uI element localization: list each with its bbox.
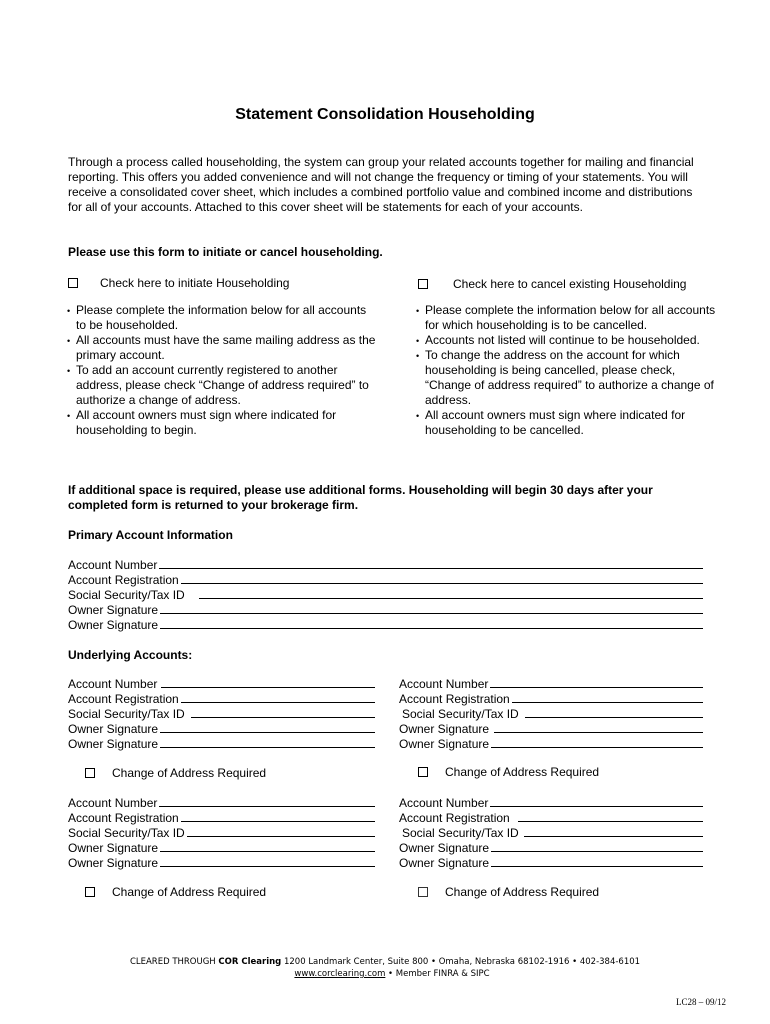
- field-label: Account Number: [68, 558, 158, 572]
- page-title: Statement Consolidation Householding: [235, 106, 535, 123]
- primary-heading: Primary Account Information: [68, 528, 233, 542]
- account-registration-field[interactable]: [68, 691, 375, 706]
- change-of-address-option[interactable]: [85, 766, 266, 780]
- owner-signature-field[interactable]: [68, 736, 375, 751]
- input-line[interactable]: [160, 747, 375, 748]
- input-line[interactable]: [490, 687, 703, 688]
- owner-signature-field[interactable]: [68, 721, 375, 736]
- owner-signature-field[interactable]: [68, 840, 375, 855]
- cleared-through-text: CLEARED THROUGH: [129, 957, 219, 967]
- clearing-firm-address: 1200 Landmark Center, Suite 800 • Omaha, Nebraska 68102-1916 • 402-384-6101: [281, 957, 641, 967]
- field-label: Owner Signature: [68, 603, 159, 617]
- field-label: Account Number: [68, 677, 158, 691]
- account-number-field[interactable]: [68, 795, 375, 810]
- cancel-bullet: • Please complete the information below for all accounts for which householding is to be cancelled.: [416, 303, 721, 333]
- clearing-firm-name: COR Clearing: [218, 957, 282, 967]
- ssn-field[interactable]: [68, 825, 375, 840]
- field-label: Social Security/Tax ID: [402, 707, 519, 721]
- form-number: LC28 – 09/12: [676, 997, 727, 1007]
- field-label: Owner Signature: [68, 841, 159, 855]
- change-of-address-checkbox[interactable]: [85, 887, 95, 897]
- field-label: Account Registration: [399, 692, 510, 706]
- cancel-bullet: • All account owners must sign where indicated for householding to be cancelled.: [416, 408, 721, 438]
- input-line[interactable]: [160, 851, 375, 852]
- owner-signature-field[interactable]: [68, 855, 375, 870]
- input-line[interactable]: [159, 568, 703, 569]
- input-line[interactable]: [181, 583, 703, 584]
- input-line[interactable]: [160, 613, 703, 614]
- account-number-field[interactable]: [68, 676, 375, 691]
- ssn-field[interactable]: [402, 706, 703, 721]
- primary-account-number-field[interactable]: [68, 557, 703, 572]
- change-of-address-label: Change of Address Required: [112, 885, 267, 899]
- initiate-bullet: • To add an account currently registered to another address, please check “Change of address required” to authorize a change of address.: [67, 363, 377, 408]
- field-label: Owner Signature: [68, 737, 159, 751]
- website-link[interactable]: www.corclearing.com: [294, 969, 386, 979]
- change-of-address-label: Change of Address Required: [445, 765, 600, 779]
- footer: [0, 956, 770, 980]
- input-line[interactable]: [199, 598, 703, 599]
- field-label: Social Security/Tax ID: [68, 707, 185, 721]
- input-line[interactable]: [159, 806, 375, 807]
- owner-signature-field[interactable]: [399, 855, 703, 870]
- initiate-option[interactable]: [68, 276, 289, 290]
- input-line[interactable]: [491, 747, 703, 748]
- initiate-checkbox[interactable]: [68, 278, 78, 288]
- primary-ssn-field[interactable]: [68, 587, 703, 602]
- change-of-address-checkbox[interactable]: [418, 767, 428, 777]
- field-label: Social Security/Tax ID: [68, 588, 185, 602]
- underlying-heading: Underlying Accounts:: [68, 648, 193, 662]
- footer-line-2: [0, 968, 770, 980]
- field-label: Owner Signature: [399, 722, 490, 736]
- input-line[interactable]: [160, 732, 375, 733]
- initiate-bullet: • All accounts must have the same mailing address as the primary account.: [67, 333, 377, 363]
- intro-paragraph: Through a process called householding, the system can group your related accounts together for mailing and financial reporting. This offers you added convenience and will not change the frequency or timing of your statements. You will receive a consolidated cover sheet, which includes a combined portfolio value and combined income and distributions for all of your accounts. Attached to this cover sheet will be statements for each of your accounts.: [68, 155, 694, 214]
- cancel-bullet: • To change the address on the account for which householding is being cancelled, please check, “Change of address required” to authorize a change of address.: [416, 348, 721, 408]
- cancel-bullet: • Accounts not listed will continue to be householded.: [416, 333, 721, 348]
- additional-space-note: If additional space is required, please use additional forms. Householding will begin 30 days after your completed form is returned to your brokerage firm.: [68, 483, 653, 512]
- account-registration-field[interactable]: [399, 691, 703, 706]
- field-label: Owner Signature: [399, 737, 490, 751]
- change-of-address-checkbox[interactable]: [85, 768, 95, 778]
- field-label: Account Number: [399, 796, 489, 810]
- input-line[interactable]: [491, 866, 703, 867]
- primary-account-registration-field[interactable]: [68, 572, 703, 587]
- owner-signature-field[interactable]: [399, 736, 703, 751]
- account-registration-field[interactable]: [399, 810, 703, 825]
- input-line[interactable]: [518, 821, 703, 822]
- footer-line-1: [0, 956, 770, 968]
- input-line[interactable]: [191, 717, 375, 718]
- field-label: Account Registration: [399, 811, 510, 825]
- field-label: Account Number: [68, 796, 158, 810]
- change-of-address-option[interactable]: [418, 765, 599, 779]
- field-label: Account Number: [399, 677, 489, 691]
- input-line[interactable]: [181, 821, 375, 822]
- initiate-label: Check here to initiate Householding: [100, 276, 290, 290]
- change-of-address-label: Change of Address Required: [112, 766, 267, 780]
- primary-owner-signature-field[interactable]: [68, 602, 703, 617]
- member-text: • Member FINRA & SIPC: [385, 969, 490, 979]
- input-line[interactable]: [491, 851, 703, 852]
- initiate-bullet: • All account owners must sign where indicated for householding to begin.: [67, 408, 377, 438]
- cancel-checkbox[interactable]: [418, 279, 428, 289]
- input-line[interactable]: [525, 717, 703, 718]
- input-line[interactable]: [490, 806, 703, 807]
- field-label: Owner Signature: [68, 618, 159, 632]
- cancel-bullets: [416, 303, 721, 438]
- primary-owner-signature-field[interactable]: [68, 617, 703, 632]
- cancel-label: Check here to cancel existing Householding: [453, 277, 687, 291]
- ssn-field[interactable]: [68, 706, 375, 721]
- input-line[interactable]: [494, 732, 703, 733]
- change-of-address-option[interactable]: [418, 885, 599, 899]
- account-number-field[interactable]: [399, 676, 703, 691]
- input-line[interactable]: [160, 866, 375, 867]
- field-label: Social Security/Tax ID: [68, 826, 185, 840]
- account-number-field[interactable]: [399, 795, 703, 810]
- cancel-option[interactable]: [418, 277, 686, 291]
- input-line[interactable]: [512, 702, 703, 703]
- owner-signature-field[interactable]: [399, 721, 703, 736]
- field-label: Account Registration: [68, 573, 179, 587]
- input-line[interactable]: [161, 687, 375, 688]
- account-registration-field[interactable]: [68, 810, 375, 825]
- input-line[interactable]: [187, 836, 375, 837]
- initiate-bullets: [67, 303, 377, 438]
- field-label: Account Registration: [68, 692, 179, 706]
- field-label: Owner Signature: [68, 722, 159, 736]
- field-label: Account Registration: [68, 811, 179, 825]
- input-line[interactable]: [524, 836, 703, 837]
- instruction-text: Please use this form to initiate or cancel householding.: [68, 245, 383, 259]
- initiate-bullet: • Please complete the information below for all accounts to be householded.: [67, 303, 377, 333]
- field-label: Owner Signature: [399, 856, 490, 870]
- input-line[interactable]: [181, 702, 375, 703]
- field-label: Social Security/Tax ID: [402, 826, 519, 840]
- change-of-address-label: Change of Address Required: [445, 885, 600, 899]
- field-label: Owner Signature: [399, 841, 490, 855]
- owner-signature-field[interactable]: [399, 840, 703, 855]
- change-of-address-checkbox[interactable]: [418, 887, 428, 897]
- input-line[interactable]: [160, 628, 703, 629]
- field-label: Owner Signature: [68, 856, 159, 870]
- ssn-field[interactable]: [402, 825, 703, 840]
- change-of-address-option[interactable]: [85, 885, 266, 899]
